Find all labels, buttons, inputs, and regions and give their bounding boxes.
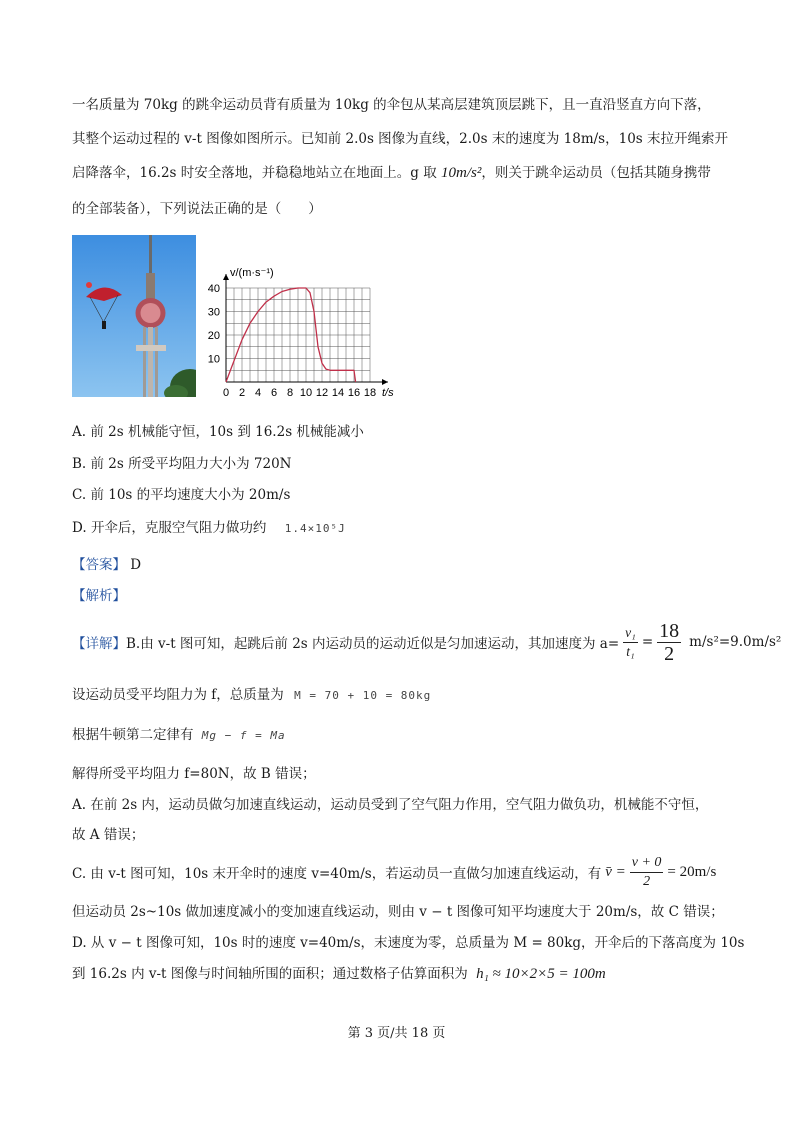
detail-line-2 [72, 683, 431, 703]
vt-chart [200, 230, 410, 410]
option-c [72, 483, 290, 503]
detail-line-7 [72, 852, 716, 892]
x-tick-label: 16 [347, 387, 361, 399]
x-tick-label: 18 [363, 387, 377, 399]
x-tick-label: 2 [238, 387, 246, 399]
detail-tag: 【详解】 [72, 636, 126, 652]
detail-b-line [72, 619, 782, 665]
area-formula: h₁ ≈ 10×2×5 = 100m [476, 966, 606, 982]
option-b [72, 452, 292, 472]
x-tick-label: 12 [315, 387, 329, 399]
avg-velocity-fraction [630, 854, 664, 891]
vbar: v̄ = [605, 863, 626, 880]
accel-fraction-1 [623, 624, 638, 661]
analysis-tag: 【解析】 [72, 588, 126, 604]
option-d [72, 516, 346, 536]
answer-value: D [130, 557, 142, 573]
option-b-label: B. [72, 456, 87, 472]
accel-frac2-den: 2 [664, 642, 675, 665]
accel-eq: = [641, 634, 654, 650]
avg-frac-den: 2 [643, 873, 651, 889]
detail-line-7-text: C. 由 v-t 图可知，10s 末开伞时的速度 v=40m/s，若运动员一直做匀加速直线运动，有 [72, 866, 602, 882]
question-line-4: 的全部装备），下列说法正确的是（ ） [72, 201, 322, 217]
answer-tag: 【答案】 [72, 557, 126, 573]
question-line-3-text: 启降落伞，16.2s 时安全落地，并稳稳地站立在地面上。g 取 [72, 165, 437, 181]
x-tick-label: 6 [270, 387, 278, 399]
x-tick-label: 8 [286, 387, 294, 399]
y-axis-arrow [223, 274, 229, 280]
question-line-3 [72, 161, 711, 182]
option-c-text: 前 10s 的平均速度大小为 20m/s [90, 487, 291, 503]
mass-formula: M = 70 + 10 = 80kg [294, 689, 432, 702]
option-b-text: 前 2s 所受平均阻力大小为 720N [90, 456, 292, 472]
avg-frac-num: v + 0 [630, 854, 664, 873]
detail-line-3 [72, 723, 286, 743]
answer [72, 553, 141, 573]
detail-line-10 [72, 962, 606, 983]
accel-frac2-num: 18 [659, 619, 680, 642]
x-axis-label: t/s [382, 387, 394, 399]
question-line-2: 其整个运动过程的 v-t 图像如图所示。已知前 2.0s 图像为直线，2.0s 末的速度为 18m/s，10s 末拉开绳索开 [72, 131, 729, 147]
avg-result: = 20m/s [667, 863, 717, 880]
detail-line-3-text: 根据牛顿第二定律有 [72, 727, 194, 743]
option-a-text: 前 2s 机械能守恒，10s 到 16.2s 机械能减小 [90, 424, 364, 440]
y-tick-label: 10 [207, 353, 220, 366]
g-value: 10m/s² [441, 165, 482, 181]
y-tick-label: 20 [207, 330, 220, 342]
option-a-label: A. [72, 424, 87, 440]
detail-line-5: A. 在前 2s 内，运动员做匀加速直线运动，运动员受到了空气阻力作用，空气阻力做负功，机械能不守恒， [72, 797, 709, 813]
question-line-1: 一名质量为 70kg 的跳伞运动员背有质量为 10kg 的伞包从某高层建筑顶层跳下，且一直沿竖直方向下落， [72, 97, 711, 113]
y-tick-label: 40 [207, 283, 220, 295]
question-line-3-tail: ，则关于跳伞运动员（包括其随身携带 [481, 165, 711, 181]
vt-chart-svg [200, 230, 410, 410]
y-tick-label: 30 [207, 306, 220, 319]
option-d-label: D. [72, 520, 87, 536]
x-tick-label: 10 [299, 387, 313, 399]
detail-line-10-text: 到 16.2s 内 v-t 图像与时间轴所围的面积；通过数格子估算面积为 [72, 966, 468, 982]
newton-formula: Mg − f = Ma [201, 729, 286, 742]
detail-b-intro: B.由 v-t 图可知，起跳后前 2s 内运动员的运动近似是匀加速运动，其加速度为 a= [126, 636, 620, 652]
detail-line-2-text: 设运动员受平均阻力为 f，总质量为 [72, 687, 284, 703]
accel-fraction-2 [657, 620, 681, 665]
option-d-formula: 1.4×10⁵J [284, 522, 346, 535]
option-c-label: C. [72, 487, 87, 503]
y-axis-label: v/(m·s⁻¹) [230, 267, 274, 279]
detail-line-9: D. 从 v − t 图像可知，10s 时的速度 v=40m/s，末速度为零，总质量为 M = 80kg，开伞后的下落高度为 10s [72, 935, 745, 951]
detail-line-8: 但运动员 2s~10s 做加速度减小的变加速直线运动，则由 v − t 图像可知平均速度大于 20m/s，故 C 错误； [72, 904, 724, 920]
accel-frac1-num: v₁ [623, 624, 638, 643]
detail-line-6: 故 A 错误； [72, 827, 145, 843]
x-axis-arrow [382, 379, 388, 385]
option-d-text: 开伞后，克服空气阻力做功约 [90, 520, 267, 536]
x-tick-label: 0 [222, 387, 230, 399]
option-a [72, 420, 364, 440]
accel-frac1-den: t₁ [626, 643, 635, 659]
accel-result: m/s²=9.0m/s² [689, 634, 782, 650]
x-tick-label: 4 [254, 387, 262, 399]
x-tick-label: 14 [331, 387, 345, 399]
parachute-tower-photo [72, 235, 196, 397]
page-footer: 第 3 页/共 18 页 [347, 1026, 446, 1041]
detail-line-4: 解得所受平均阻力 f=80N，故 B 错误； [72, 766, 316, 782]
